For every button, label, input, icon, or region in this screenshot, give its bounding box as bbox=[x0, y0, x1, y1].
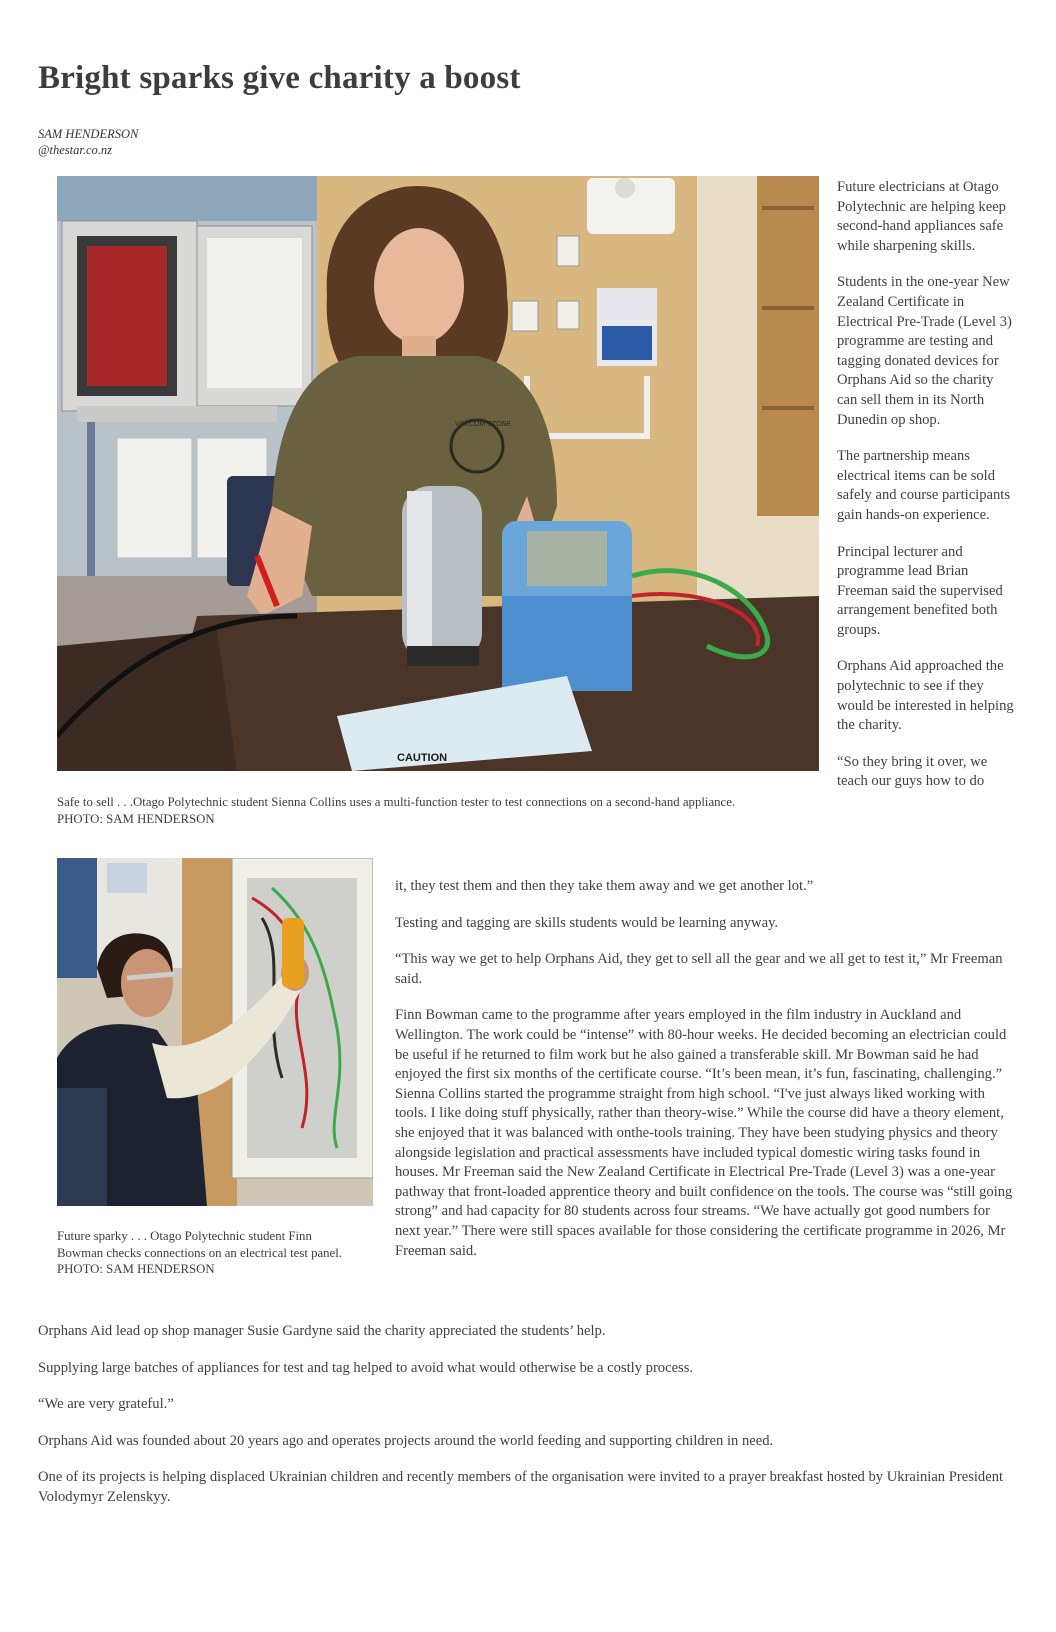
paragraph: The partnership means electrical items can be sold safely and course participants gain hands-on experience. bbox=[837, 448, 1011, 523]
paragraph: Principal lecturer and programme lead Brian Freeman said the supervised arrangement benefited both groups. bbox=[837, 543, 1003, 638]
photo2-caption: Future sparky . . . Otago Polytechnic student Finn Bowman checks connections on an electrical test panel. PHOTO: SAM HENDERSON bbox=[57, 1229, 342, 1276]
paragraph: Orphans Aid lead op shop manager Susie Gardyne said the charity appreciated the students’ help. bbox=[38, 1323, 606, 1339]
paragraph: Orphans Aid approached the polytechnic to see if they would be interested in helping the charity. bbox=[837, 658, 1014, 734]
paragraph: Students in the one-year New Zealand Certificate in Electrical Pre-Trade (Level 3) programme are testing and tagging donated devices for Orphans Aid so the charity can sell them in its North Dunedin op shop. bbox=[837, 274, 1012, 428]
paragraph: Testing and tagging are skills students would be learning anyway. bbox=[395, 914, 779, 931]
byline-author: SAM HENDERSON bbox=[38, 127, 139, 141]
photo1-credit: PHOTO: SAM HENDERSON bbox=[57, 811, 215, 826]
paragraph: Orphans Aid was founded about 20 years ago and operates projects around the world feeding and supporting children in need. bbox=[38, 1432, 774, 1449]
shirt-print-text: VOLCOM STONE bbox=[455, 421, 512, 428]
byline bbox=[38, 126, 138, 158]
photo1-caption: Safe to sell . . .Otago Polytechnic student Sienna Collins uses a multi-function tester to test connections on a second-hand appliance. bbox=[57, 795, 736, 809]
paragraph: Supplying large batches of appliances for test and tag helped to avoid what would otherwise be a costly process. bbox=[38, 1359, 694, 1376]
paragraph: it, they test them and then they take them away and we get another lot.” bbox=[395, 878, 814, 894]
photo-finn-bowman bbox=[57, 858, 373, 1206]
paragraph: One of its projects is helping displaced Ukrainian children and recently members of the organisation were invited to a prayer breakfast hosted by Ukrainian President Volodymyr Zelenskyy. bbox=[38, 1469, 1004, 1505]
paragraph: “So they bring it over, we teach our guys how to do bbox=[837, 753, 988, 790]
byline-contact: @thestar.co.nz bbox=[38, 143, 112, 157]
paragraph: Future electricians at Otago Polytechnic are helping keep second-hand appliances safe while sharpening skills. bbox=[837, 179, 1006, 254]
paragraph: “This way we get to help Orphans Aid, they get to sell all the gear and we all get to test it,” Mr Freeman said. bbox=[395, 951, 1003, 987]
headline: Bright sparks give charity a boost bbox=[38, 60, 521, 96]
photo-sienna-collins bbox=[57, 176, 819, 771]
right-column bbox=[837, 178, 1017, 792]
photo1-caption-block bbox=[57, 794, 817, 827]
middle-column bbox=[395, 877, 1015, 1278]
caution-label-text: CAUTION bbox=[397, 752, 448, 764]
paragraph: “We are very grateful.” bbox=[38, 1396, 174, 1413]
bottom-section bbox=[38, 1322, 1018, 1525]
paragraph: Finn Bowman came to the programme after years employed in the film industry in Auckland and Wellington. The work could be “intense” with 80-hour weeks. He decided becoming an electrician could be useful if he returned to film work but he also gained a transferable skill. Mr Bowman said he had enjoyed the first six months of the certificate course. “It’s been mean, it’s fun, fascinating, challenging.” Sienna Collins started the programme straight from high school. “I've just always liked working with tools. I like doing stuff physically, rather than theory-wise.” While the course did have a theory element, she enjoyed that it was balanced with onthe-tools training. They have been studying physics and theory alongside legislation and practical assessments have included typical domestic wiring tasks found in houses. Mr Freeman said the New Zealand Certificate in Electrical Pre-Trade (Level 3) was a one-year pathway that front-loaded apprentice theory and built confidence on the tools. The course was “still going strong” and had capacity for 80 students across four streams. “We have actually got good numbers for next year.” There were still spaces available for those considering the certificate programme in 2026, Mr Freeman said. bbox=[395, 1007, 1013, 1259]
